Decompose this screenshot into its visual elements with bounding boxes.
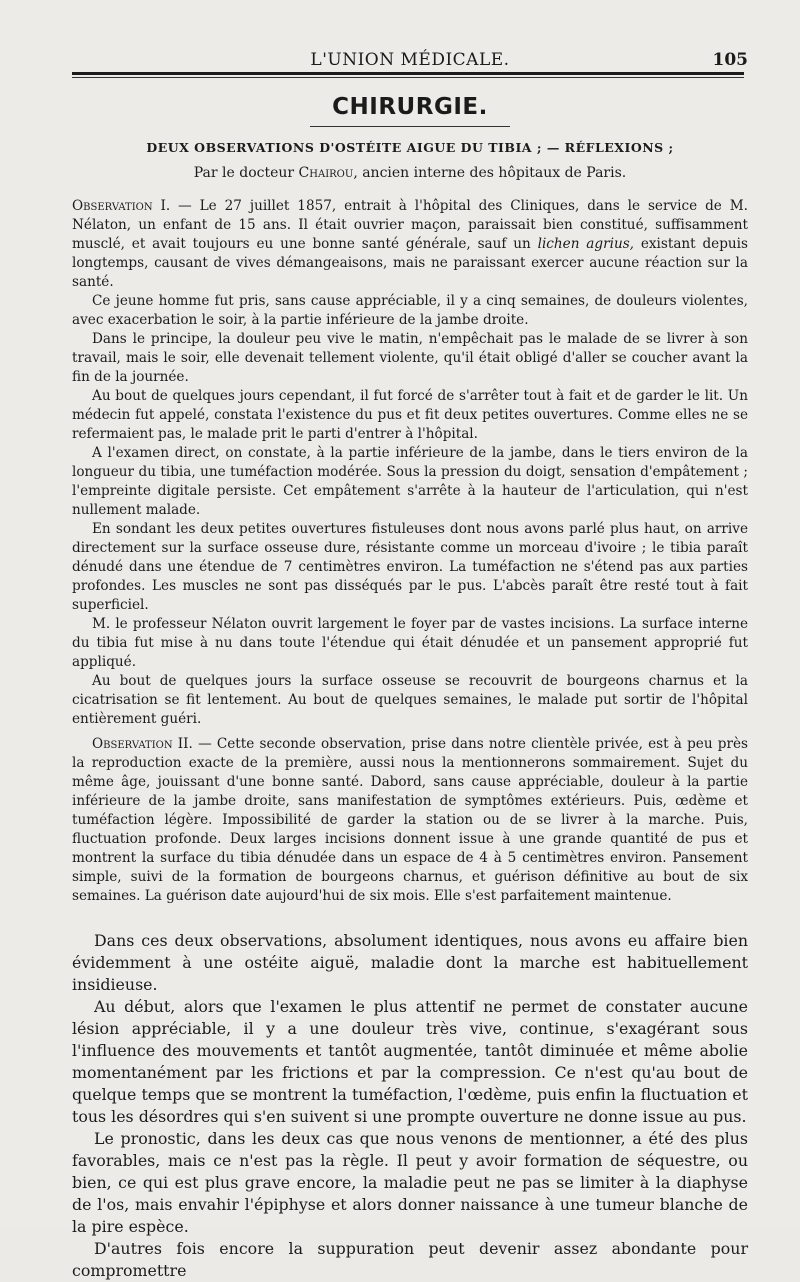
observations-section bbox=[72, 197, 748, 906]
observation-1-paragraph-3: Dans le principe, la douleur peu vive le matin, n'empêchait pas le malade de se livrer à son travail, mais le soir, elle devenait tellement violente, qu'il était obligé d'aller se coucher avant la fin de la journée. bbox=[72, 331, 748, 385]
observation-1-text-b: existant depuis longtemps, causant de vives démangeaisons, mais ne paraissant exercer aucune réaction sur la santé. bbox=[72, 236, 748, 290]
observation-1-paragraph bbox=[72, 197, 748, 292]
byline-suffix: , ancien interne des hôpitaux de Paris. bbox=[353, 165, 627, 181]
observation-1-paragraph-4: Au bout de quelques jours cependant, il fut forcé de s'arrêter tout à fait et de garder le lit. Un médecin fut appelé, constata l'existence du pus et fit deux petites ouvertures. Comme elles ne se refermaient pas, le malade prit le parti d'entrer à l'hôpital. bbox=[72, 388, 748, 442]
page-number: 105 bbox=[712, 50, 748, 70]
reflexion-paragraph-4: D'autres fois encore la suppuration peut devenir assez abondante pour compromettre bbox=[72, 1239, 748, 1280]
reflexion-paragraph-2: Au début, alors que l'examen le plus attentif ne permet de constater aucune lésion appréciable, il y a une douleur très vive, continue, s'exagérant sous l'influence des mouvements et tantôt augmentée, tantôt diminuée et même abolie momentanément par les frictions et par la compression. Ce n'est qu'au bout de quelque temps que se montrent la tuméfaction, l'œdème, puis enfin la fluctuation et tous les désordres qui s'en suivent si une prompte ouverture ne donne issue au pus. bbox=[72, 997, 748, 1126]
observation-1-label: Observation I. bbox=[72, 198, 171, 214]
article-title: DEUX OBSERVATIONS D'OSTÉITE AIGUE DU TIBIA ; — RÉFLEXIONS ; bbox=[146, 140, 674, 155]
reflexion-paragraph-1: Dans ces deux observations, absolument identiques, nous avons eu affaire bien évidemment à une ostéite aiguë, maladie dont la marche est habituellement insidieuse. bbox=[72, 931, 748, 994]
observation-2-paragraph bbox=[72, 735, 748, 906]
section-heading: CHIRURGIE. bbox=[332, 94, 488, 120]
observation-1-paragraph-2: Ce jeune homme fut pris, sans cause appréciable, il y a cinq semaines, de douleurs violentes, avec exacerbation le soir, à la partie inférieure de la jambe droite. bbox=[72, 293, 748, 328]
running-head bbox=[72, 0, 748, 72]
observation-1-paragraph-8: Au bout de quelques jours la surface osseuse se recouvrit de bourgeons charnus et la cicatrisation se fit lentement. Au bout de quelques semaines, le malade put sortir de l'hôpital entièrement guéri. bbox=[72, 673, 748, 727]
byline-prefix: Par le docteur bbox=[193, 165, 295, 181]
observation-1-paragraph-6: En sondant les deux petites ouvertures fistuleuses dont nous avons parlé plus haut, on arrive directement sur la surface osseuse dure, résistante comme un morceau d'ivoire ; le tibia paraît dénudé dans une étendue de 7 centimètres environ. La tuméfaction ne s'étend pas aux parties profondes. Les muscles ne sont pas disséqués par le pus. L'abcès paraît être resté tout à fait superficiel. bbox=[72, 521, 748, 613]
observation-1-text-a: — Le 27 juillet 1857, entrait à l'hôpital des Cliniques, dans le service de M. Nélaton, un enfant de 15 ans. Il était ouvrier maçon, paraissait bien constitué, suffisamment musclé, et avait toujours eu une bonne santé générale, sauf un bbox=[72, 198, 748, 252]
byline bbox=[72, 165, 748, 181]
header-rule-thin bbox=[72, 77, 744, 78]
observation-2-text: — Cette seconde observation, prise dans notre clientèle privée, est à peu près la reproduction exacte de la première, aussi nous la mentionnerons sommairement. Sujet du même âge, jouissant d'une bonne santé. Dabord, sans cause appréciable, douleur à la partie inférieure de la jambe droite, sans manifestation de symptômes extérieurs. Puis, œdème et tuméfaction légère. Impossibilité de garder la station ou de se livrer à la marche. Puis, fluctuation profonde. Deux larges incisions donnent issue à une grande quantité de pus et montrent la surface du tibia dénudée dans un espace de 4 à 5 centimètres environ. Pansement simple, suivi de la formation de bourgeons charnus, et guérison définitive au bout de six semaines. La guérison date aujourd'hui de six mois. Elle s'est parfaitement maintenue. bbox=[72, 736, 748, 904]
header-rule bbox=[72, 72, 744, 75]
observation-1-paragraph-7: M. le professeur Nélaton ouvrit largement le foyer par de vastes incisions. La surface interne du tibia fut mise à nu dans toute l'étendue qui était dénudée et un pansement approprié fut appliqué. bbox=[72, 616, 748, 670]
reflexion-paragraph-3: Le pronostic, dans les deux cas que nous venons de mentionner, a été des plus favorables, mais ce n'est pas la règle. Il peut y avoir formation de séquestre, ou bien, ce qui est plus grave encore, la maladie peut ne pas se limiter à la diaphyse de l'os, mais envahir l'épiphyse et alors donner naissance à une tumeur blanche de la pire espèce. bbox=[72, 1129, 748, 1236]
journal-title: L'UNION MÉDICALE. bbox=[310, 50, 510, 70]
byline-author: Chairou bbox=[298, 165, 354, 181]
observation-1-emphasis: lichen agrius, bbox=[537, 236, 634, 252]
reflexions-section bbox=[72, 930, 748, 1282]
observation-2-label: Observation II. bbox=[92, 736, 193, 752]
section-heading-rule bbox=[310, 126, 510, 127]
observation-1-paragraph-5: A l'examen direct, on constate, à la partie inférieure de la jambe, dans le tiers environ de la longueur du tibia, une tuméfaction modérée. Sous la pression du doigt, sensation d'empâtement ; l'empreinte digitale persiste. Cet empâtement s'arrête à la hauteur de l'articulation, qui n'est nullement malade. bbox=[72, 445, 748, 518]
